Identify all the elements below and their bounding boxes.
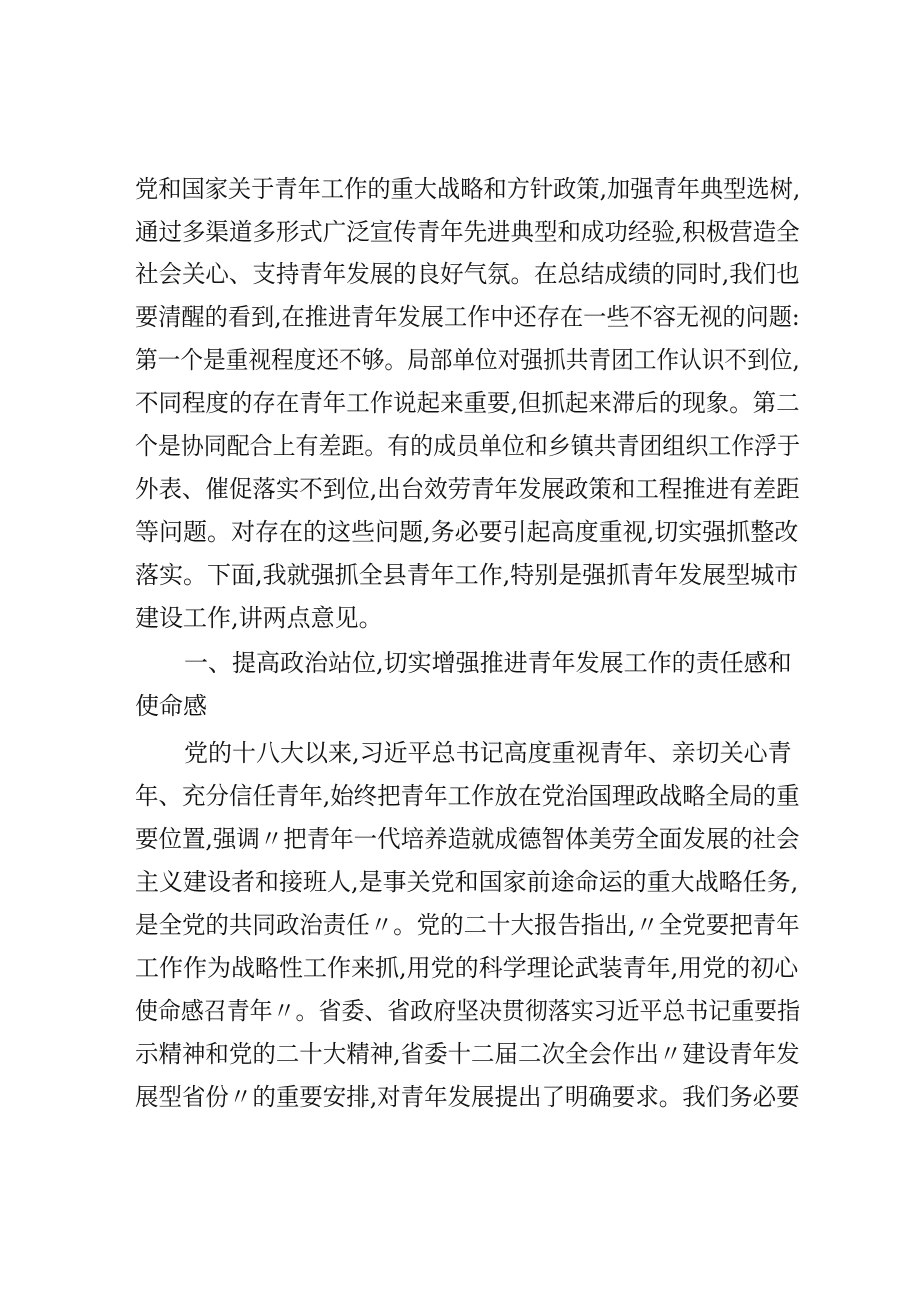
- paragraph-2-line-6: 工作作为战略性工作来抓,用党的科学理论武装青年,用党的初心: [135, 954, 799, 982]
- paragraph-1-line-9: 等问题。对存在的这些问题,务必要引起高度重视,切实强抓整改: [135, 518, 799, 546]
- paragraph-1-line-10: 落实。下面,我就强抓全县青年工作,特别是强抓青年发展型城市: [135, 561, 799, 589]
- paragraph-1-line-2: 通过多渠道多形式广泛宣传青年先进典型和成功经验,积极营造全: [135, 218, 800, 246]
- paragraph-2-line-1: 党的十八大以来,习近平总书记高度重视青年、亲切关心青: [184, 739, 792, 767]
- section-heading-line-1: 一、提高政治站位,切实增强推进青年发展工作的责任感和: [184, 649, 792, 677]
- paragraph-1-line-7: 个是协同配合上有差距。有的成员单位和乡镇共青团组织工作浮于: [135, 432, 801, 460]
- paragraph-1-line-8: 外表、催促落实不到位,出台效劳青年发展政策和工程推进有差距: [135, 475, 800, 503]
- paragraph-2-line-9: 展型省份〃的重要安排,对青年发展提出了明确要求。我们务必要: [135, 1083, 800, 1111]
- paragraph-1-line-4: 要清醒的看到,在推进青年发展工作中还存在一些不容无视的问题:: [135, 303, 800, 331]
- paragraph-1-line-6: 不同程度的存在青年工作说起来重要,但抓起来滞后的现象。第二: [135, 389, 800, 417]
- paragraph-2-line-4: 主义建设者和接班人,是事关党和国家前途命运的重大战略任务,: [135, 868, 799, 896]
- paragraph-2-line-7: 使命感召青年〃。省委、省政府坚决贯彻落实习近平总书记重要指: [135, 997, 801, 1025]
- paragraph-2-line-5: 是全党的共同政治责任〃。党的二十大报告指出,〃全党要把青年: [135, 911, 800, 939]
- paragraph-1-line-11: 建设工作,讲两点意见。: [135, 604, 383, 632]
- section-heading-line-2: 使命感: [135, 692, 207, 720]
- paragraph-1-line-3: 社会关心、支持青年发展的良好气氛。在总结成绩的同时,我们也: [135, 260, 800, 288]
- paragraph-2-line-3: 要位置,强调〃把青年一代培养造就成德智体美劳全面发展的社会: [135, 825, 800, 853]
- paragraph-1-line-5: 第一个是重视程度还不够。局部单位对强抓共青团工作认识不到位,: [135, 346, 800, 374]
- paragraph-2-line-8: 示精神和党的二十大精神,省委十二届二次全会作出〃建设青年发: [135, 1040, 800, 1068]
- paragraph-2-line-2: 年、充分信任青年,始终把青年工作放在党治国理政战略全局的重: [135, 782, 800, 810]
- paragraph-1-line-1: 党和国家关于青年工作的重大战略和方针政策,加强青年典型选树,: [135, 175, 801, 203]
